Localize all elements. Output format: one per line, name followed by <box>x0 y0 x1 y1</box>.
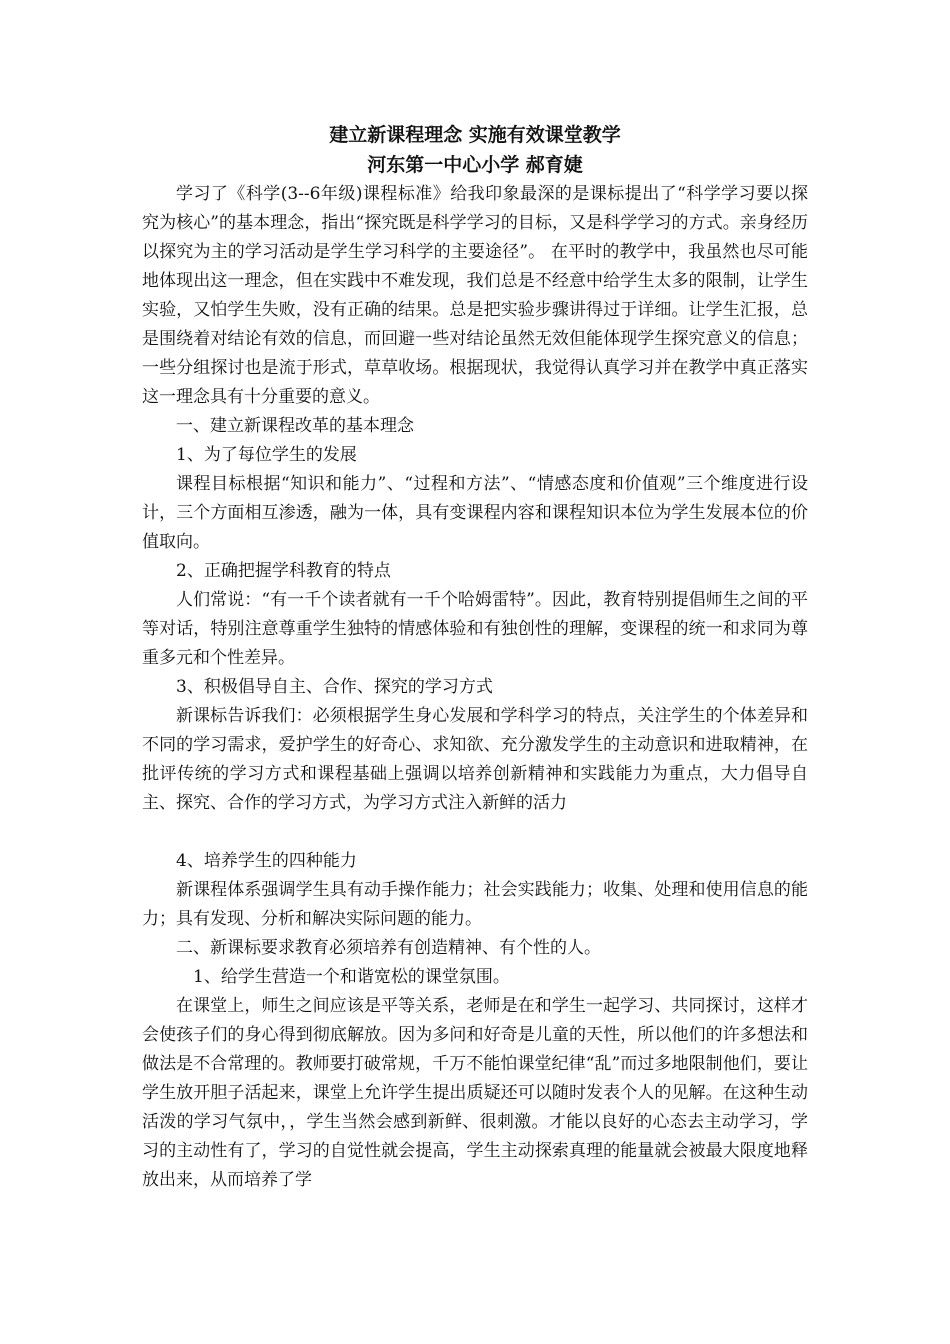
paragraph-1-1: 课程目标根据“知识和能力”、“过程和方法”、“情感态度和价值观”三个维度进行设计，三个方面相互渗透，融为一体，具有变课程内容和课程知识本位为学生发展本位的价值取向。 <box>142 474 808 552</box>
subheading-2-1: 1、给学生营造一个和谐宽松的课堂氛围。 <box>193 967 510 987</box>
subheading-1-4: 4、培养学生的四种能力 <box>176 851 357 871</box>
document-body <box>142 180 808 1195</box>
document-title: 建立新课程理念 实施有效课堂教学 <box>329 124 621 146</box>
subheading-1-1: 1、为了每位学生的发展 <box>176 445 357 465</box>
paragraph-1-4: 新课程体系强调学生具有动手操作能力；社会实践能力；收集、处理和使用信息的能力；具有发现、分析和解决实际问题的能力。 <box>142 880 808 929</box>
author-line: 河东第一中心小学 郝育婕 <box>367 154 583 176</box>
subheading-1-3: 3、积极倡导自主、合作、探究的学习方式 <box>176 677 493 697</box>
section-heading-2: 二、新课标要求教育必须培养有创造精神、有个性的人。 <box>176 938 601 958</box>
section-heading-1: 一、建立新课程改革的基本理念 <box>176 416 414 436</box>
paragraph-1-3: 新课标告诉我们：必须根据学生身心发展和学科学习的特点，关注学生的个体差异和不同的学习需求，爱护学生的好奇心、求知欲、充分激发学生的主动意识和进取精神，在批评传统的学习方式和课程基础上强调以培养创新精神和实践能力为重点，大力倡导自主、探究、合作的学习方式，为学习方式注入新鲜的活力 <box>142 706 808 813</box>
intro-paragraph: 学习了《科学(3--6年级)课程标准》给我印象最深的是课标提出了“科学学习要以探究为核心”的基本理念，指出“探究既是科学学习的目标，又是科学学习的方式。亲身经历以探究为主的学习活动是学生学习科学的主要途径”。 在平时的教学中，我虽然也尽可能地体现出这一理念，但在实践中不难发现，我们总是不经意中给学生太多的限制，让学生实验，又怕学生失败，没有正确的结果。总是把实验步骤讲得过于详细。让学生汇报，总是围绕着对结论有效的信息，而回避一些对结论虽然无效但能体现学生探究意义的信息；一些分组探讨也是流于形式，草草收场。根据现状，我觉得认真学习并在教学中真正落实这一理念具有十分重要的意义。 <box>142 184 808 407</box>
blank-line <box>142 818 808 847</box>
paragraph-1-2: 人们常说：“有一千个读者就有一千个哈姆雷特”。因此，教育特别提倡师生之间的平等对话，特别注意尊重学生独特的情感体验和有独创性的理解，变课程的统一和求同为尊重多元和个性差异。 <box>142 590 808 668</box>
subheading-1-2: 2、正确把握学科教育的特点 <box>176 561 391 581</box>
paragraph-2-1: 在课堂上，师生之间应该是平等关系，老师是在和学生一起学习、共同探讨，这样才会使孩子们的身心得到彻底解放。因为多问和好奇是儿童的天性，所以他们的许多想法和做法是不合常理的。教师要打破常规，千万不能怕课堂纪律“乱”而过多地限制他们，要让学生放开胆子活起来，课堂上允许学生提出质疑还可以随时发表个人的见解。在这种生动活泼的学习气氛中，，学生当然会感到新鲜、很刺激。才能以良好的心态去主动学习，学习的主动性有了，学习的自觉性就会提高，学生主动探索真理的能量就会被最大限度地释放出来，从而培养了学 <box>142 996 808 1190</box>
